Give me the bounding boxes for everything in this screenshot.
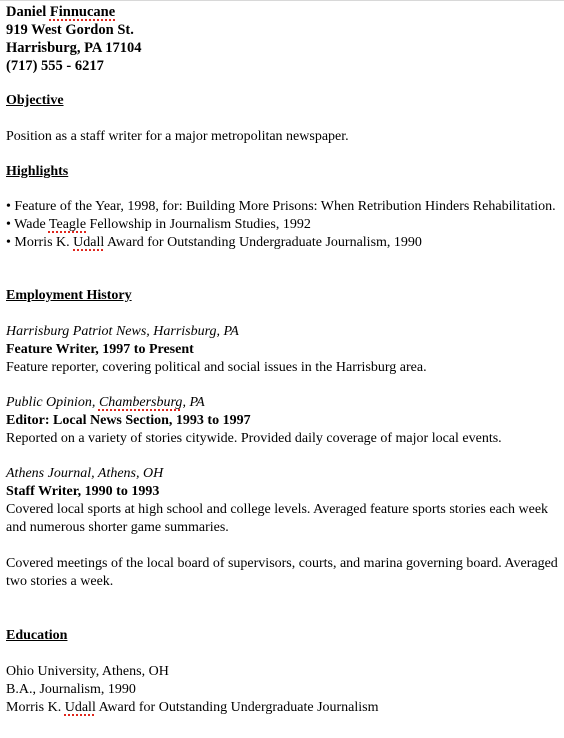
spellcheck-word: Teagle bbox=[48, 217, 87, 232]
contact-block bbox=[6, 3, 558, 75]
education-degree: B.A., Journalism, 1990 bbox=[6, 682, 136, 697]
phone-number: (717) 555 - 6217 bbox=[6, 58, 104, 74]
employment-heading: Employment History bbox=[6, 288, 132, 303]
street-address: 919 West Gordon St. bbox=[6, 22, 134, 38]
city-state-zip: Harrisburg, PA 17104 bbox=[6, 40, 142, 56]
objective-text: Position as a staff writer for a major metropolitan newspaper. bbox=[6, 129, 349, 144]
education-heading: Education bbox=[6, 628, 68, 643]
job-entry bbox=[6, 394, 558, 448]
highlights-heading: Highlights bbox=[6, 164, 69, 179]
objective-heading: Objective bbox=[6, 93, 64, 108]
highlight-item: • Feature of the Year, 1998, for: Building More Prisons: When Retribution Hinders Rehabilitation. bbox=[6, 199, 556, 214]
job-title: Feature Writer, 1997 to Present bbox=[6, 342, 194, 357]
candidate-name bbox=[6, 3, 558, 21]
job-title: Staff Writer, 1990 to 1993 bbox=[6, 484, 160, 499]
job-employer: Harrisburg Patriot News, Harrisburg, PA bbox=[6, 324, 239, 339]
objective-section bbox=[6, 92, 558, 146]
spellcheck-word: Udall bbox=[64, 700, 96, 715]
highlights-section bbox=[6, 163, 558, 252]
education-school: Ohio University, Athens, OH bbox=[6, 664, 169, 679]
job-description: Feature reporter, covering political and social issues in the Harrisburg area. bbox=[6, 360, 427, 375]
job-description: Reported on a variety of stories citywide. Provided daily coverage of major local events. bbox=[6, 431, 502, 446]
spellcheck-word: Udall bbox=[73, 235, 105, 250]
education-award: Morris K. Udall Award for Outstanding Undergraduate Journalism bbox=[6, 700, 379, 715]
resume-document bbox=[6, 0, 558, 717]
job-description: Covered local sports at high school and college levels. Averaged feature sports stories each week and numerous shorter game summaries. bbox=[6, 502, 549, 535]
highlight-item: • Wade Teagle Fellowship in Journalism Studies, 1992 bbox=[6, 217, 311, 232]
highlight-item: • Morris K. Udall Award for Outstanding Undergraduate Journalism, 1990 bbox=[6, 235, 422, 250]
last-name: Finnucane bbox=[49, 4, 116, 20]
education-section bbox=[6, 627, 558, 717]
job-description: Covered meetings of the local board of supervisors, courts, and marina governing board. Averaged two stories a week. bbox=[6, 556, 558, 589]
spellcheck-word: Chambersburg bbox=[98, 395, 183, 410]
job-entry bbox=[6, 323, 558, 377]
job-employer: Public Opinion, Chambersburg, PA bbox=[6, 395, 205, 410]
employment-section bbox=[6, 287, 558, 591]
job-title: Editor: Local News Section, 1993 to 1997 bbox=[6, 413, 251, 428]
first-name: Daniel bbox=[6, 4, 47, 20]
job-entry bbox=[6, 465, 558, 591]
job-employer: Athens Journal, Athens, OH bbox=[6, 466, 164, 481]
